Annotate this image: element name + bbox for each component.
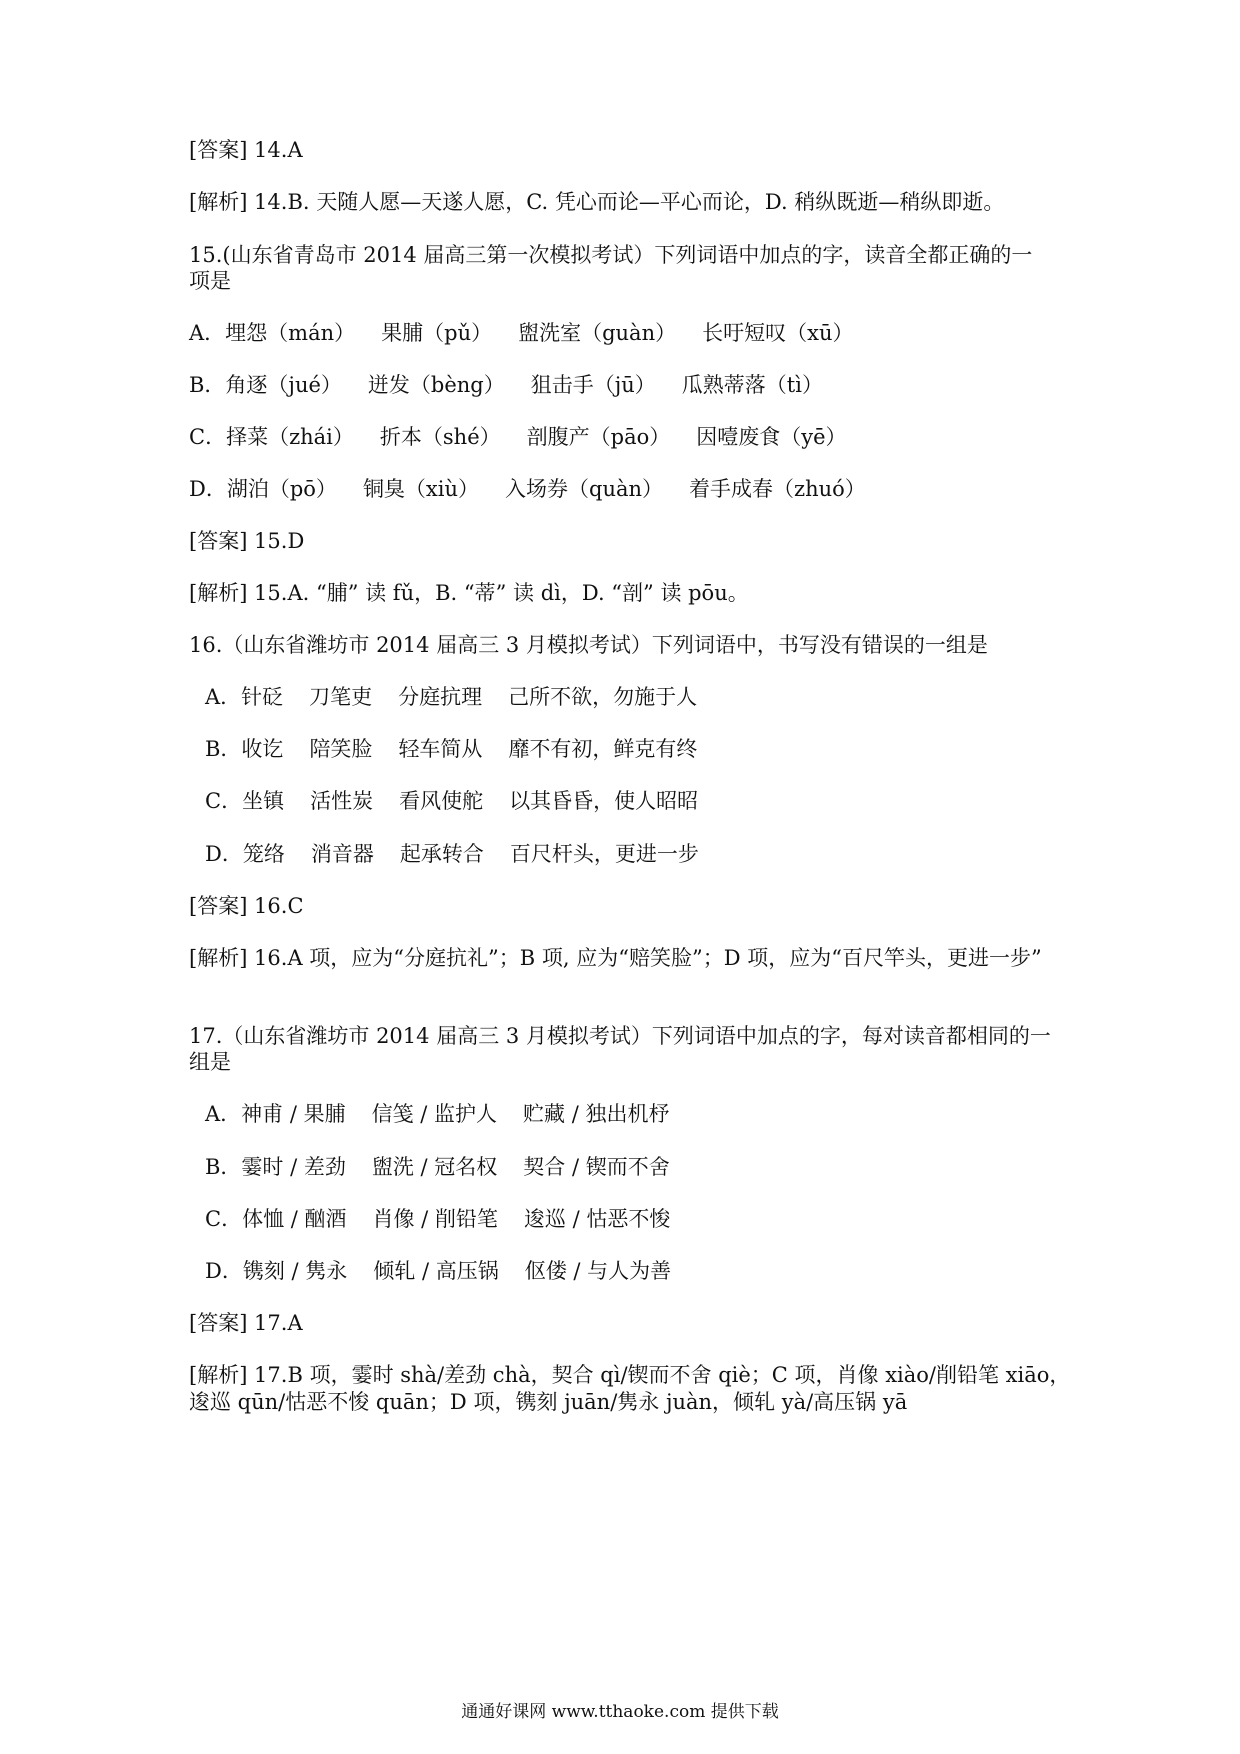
option-part: 贮藏 / 独出机杼 <box>523 1102 670 1126</box>
option-part: 盥洗室（guàn） <box>518 321 677 345</box>
explanation-17-line-2: 逡巡 qūn/怙恶不悛 quān；D 项，镌刻 juān/隽永 juàn，倾轧 yà/高压锅 yā <box>189 1390 908 1414</box>
option-part: 剖腹产（pāo） <box>526 425 671 449</box>
option-part: 消音器 <box>310 842 374 866</box>
q17-option-b <box>205 1153 670 1182</box>
option-part: 果脯（pǔ） <box>381 321 493 345</box>
q15-option-b <box>189 371 823 400</box>
option-part: 长吁短叹（xū） <box>702 321 854 345</box>
option-part: 迸发（bèng） <box>367 373 505 397</box>
option-part: 陪笑脸 <box>309 737 373 761</box>
option-part: 逡巡 / 怙恶不悛 <box>523 1207 671 1231</box>
question-15-line-1: 15.(山东省青岛市 2014 届高三第一次模拟考试）下列词语中加点的字，读音全都正确的一 <box>189 243 1033 267</box>
question-17-line-2: 组是 <box>189 1050 231 1074</box>
option-part: C．体恤 / 酗酒 <box>205 1207 347 1231</box>
option-part: 盥洗 / 冠名权 <box>371 1155 498 1179</box>
answer-17: [答案] 17.A <box>189 1311 303 1335</box>
question-16: 16.（山东省潍坊市 2014 届高三 3 月模拟考试）下列词语中，书写没有错误的一组是 <box>189 633 988 657</box>
option-part: 伛偻 / 与人为善 <box>524 1259 672 1283</box>
answer-16: [答案] 16.C <box>189 894 304 918</box>
option-part: 靡不有初，鲜克有终 <box>508 737 698 761</box>
question-15-line-2: 项是 <box>189 269 231 293</box>
option-part: D．湖泊（pō） <box>189 477 337 501</box>
option-part: 铜臭（xiù） <box>362 477 480 501</box>
option-part: D．笼络 <box>205 842 285 866</box>
q15-option-d <box>189 475 866 504</box>
option-part: B．角逐（jué） <box>189 373 342 397</box>
page-footer: 通通好课网 www.tthaoke.com 提供下载 <box>461 1702 779 1722</box>
explanation-14: [解析] 14.B. 天随人愿—天遂人愿，C. 凭心而论—平心而论，D. 稍纵既逝—稍纵即逝。 <box>189 190 1005 214</box>
q15-option-a <box>189 319 853 348</box>
q15-option-c <box>189 423 847 452</box>
option-part: 刀笔吏 <box>309 685 373 709</box>
option-part: A．埋怨（mán） <box>189 321 356 345</box>
option-part: B．霎时 / 差劲 <box>205 1155 346 1179</box>
option-part: 己所不欲，勿施于人 <box>508 685 698 709</box>
option-part: 契合 / 锲而不舍 <box>523 1155 670 1179</box>
option-part: 看风使舵 <box>399 789 484 813</box>
option-part: 活性炭 <box>310 789 374 813</box>
explanation-16: [解析] 16.A 项，应为“分庭抗礼”；B 项, 应为“赔笑脸”；D 项，应为“百尺竿头，更进一步” <box>189 946 1042 970</box>
q16-option-c <box>205 787 698 816</box>
option-part: D．镌刻 / 隽永 <box>205 1259 348 1283</box>
option-part: 着手成春（zhuó） <box>689 477 866 501</box>
q17-option-c <box>205 1205 670 1234</box>
q17-option-d <box>205 1257 671 1286</box>
option-part: 折本（shé） <box>379 425 501 449</box>
q17-option-a <box>205 1100 669 1129</box>
option-part: B．收讫 <box>205 737 284 761</box>
option-part: 倾轧 / 高压锅 <box>373 1259 499 1283</box>
q16-option-d <box>205 840 699 869</box>
q16-option-a <box>205 683 697 712</box>
option-part: 轻车简从 <box>398 737 483 761</box>
option-part: A．神甫 / 果脯 <box>205 1102 346 1126</box>
option-part: 狙击手（jū） <box>530 373 656 397</box>
option-part: 入场券（quàn） <box>505 477 664 501</box>
option-part: 肖像 / 削铅笔 <box>372 1207 498 1231</box>
question-17-line-1: 17.（山东省潍坊市 2014 届高三 3 月模拟考试）下列词语中加点的字，每对读音都相同的一 <box>189 1024 1051 1048</box>
option-part: A．针砭 <box>205 685 284 709</box>
explanation-17-line-1: [解析] 17.B 项，霎时 shà/差劲 chà，契合 qì/锲而不舍 qiè；C 项，肖像 xiào/削铅笔 xiāo， <box>189 1363 1071 1387</box>
option-part: 百尺杆头，更进一步 <box>509 842 699 866</box>
option-part: 起承转合 <box>399 842 484 866</box>
option-part: 分庭抗理 <box>398 685 483 709</box>
option-part: 因噎废食（yē） <box>696 425 847 449</box>
option-part: 信笺 / 监护人 <box>371 1102 498 1126</box>
option-part: 以其昏昏，使人昭昭 <box>509 789 699 813</box>
q16-option-b <box>205 735 697 764</box>
explanation-15: [解析] 15.A. “脯” 读 fǔ，B. “蒂” 读 dì，D. “剖” 读 pōu。 <box>189 581 749 605</box>
answer-15: [答案] 15.D <box>189 529 305 553</box>
answer-14: [答案] 14.A <box>189 138 303 162</box>
option-part: C．坐镇 <box>205 789 285 813</box>
option-part: 瓜熟蒂落（tì） <box>681 373 823 397</box>
option-part: C．择菜（zhái） <box>189 425 354 449</box>
